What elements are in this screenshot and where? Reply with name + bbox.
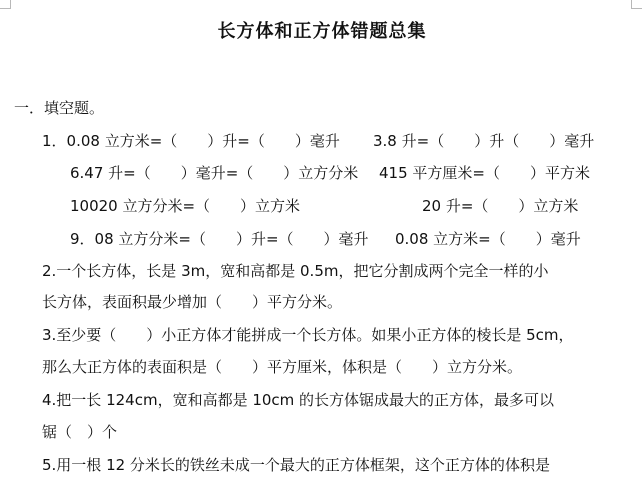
q1-row2-left: 6.47 升=（ ）毫升=（ ）立方分米 <box>70 164 359 182</box>
q3-line2: 那么大正方体的表面积是（ ）平方厘米，体积是（ ）立方分米。 <box>42 358 523 376</box>
q2-line1: 2.一个长方体，长是 3m，宽和高都是 0.5m，把它分割成两个完全一样的小 <box>42 262 549 280</box>
document-title: 长方体和正方体错题总集 <box>217 21 427 42</box>
q3-line1: 3.至少要（ ）小正方体才能拼成一个长方体。如果小正方体的棱长是 5cm， <box>42 326 574 344</box>
q1-row4-right: 0.08 立方米=（ ）毫升 <box>395 230 581 248</box>
q4-line2: 锯（ ）个 <box>42 423 118 441</box>
q1-row2-right: 415 平方厘米=（ ）平方米 <box>379 164 590 182</box>
page-corner-mark-left <box>0 0 11 9</box>
q1-row3-right: 20 升=（ ）立方米 <box>422 197 579 215</box>
q4-line1: 4.把一长 124cm，宽和高都是 10cm 的长方体锯成最大的正方体，最多可以 <box>42 391 555 409</box>
q2-line2: 长方体，表面积最少增加（ ）平方分米。 <box>42 293 343 311</box>
q1-row1-left: 1．0.08 立方米=（ ）升=（ ）毫升 <box>42 132 340 150</box>
q1-row1-right: 3.8 升=（ ）升（ ）毫升 <box>373 132 595 150</box>
q1-row3-left: 10020 立方分米=（ ）立方米 <box>70 197 301 215</box>
q5-line1: 5.用一根 12 分米长的铁丝未成一个最大的正方体框架，这个正方体的体积是 <box>42 456 550 474</box>
q1-row4-left: 9．08 立方分米=（ ）升=（ ）毫升 <box>70 230 369 248</box>
page-corner-mark-right <box>631 0 642 9</box>
section-heading: 一．填空题。 <box>14 99 105 117</box>
